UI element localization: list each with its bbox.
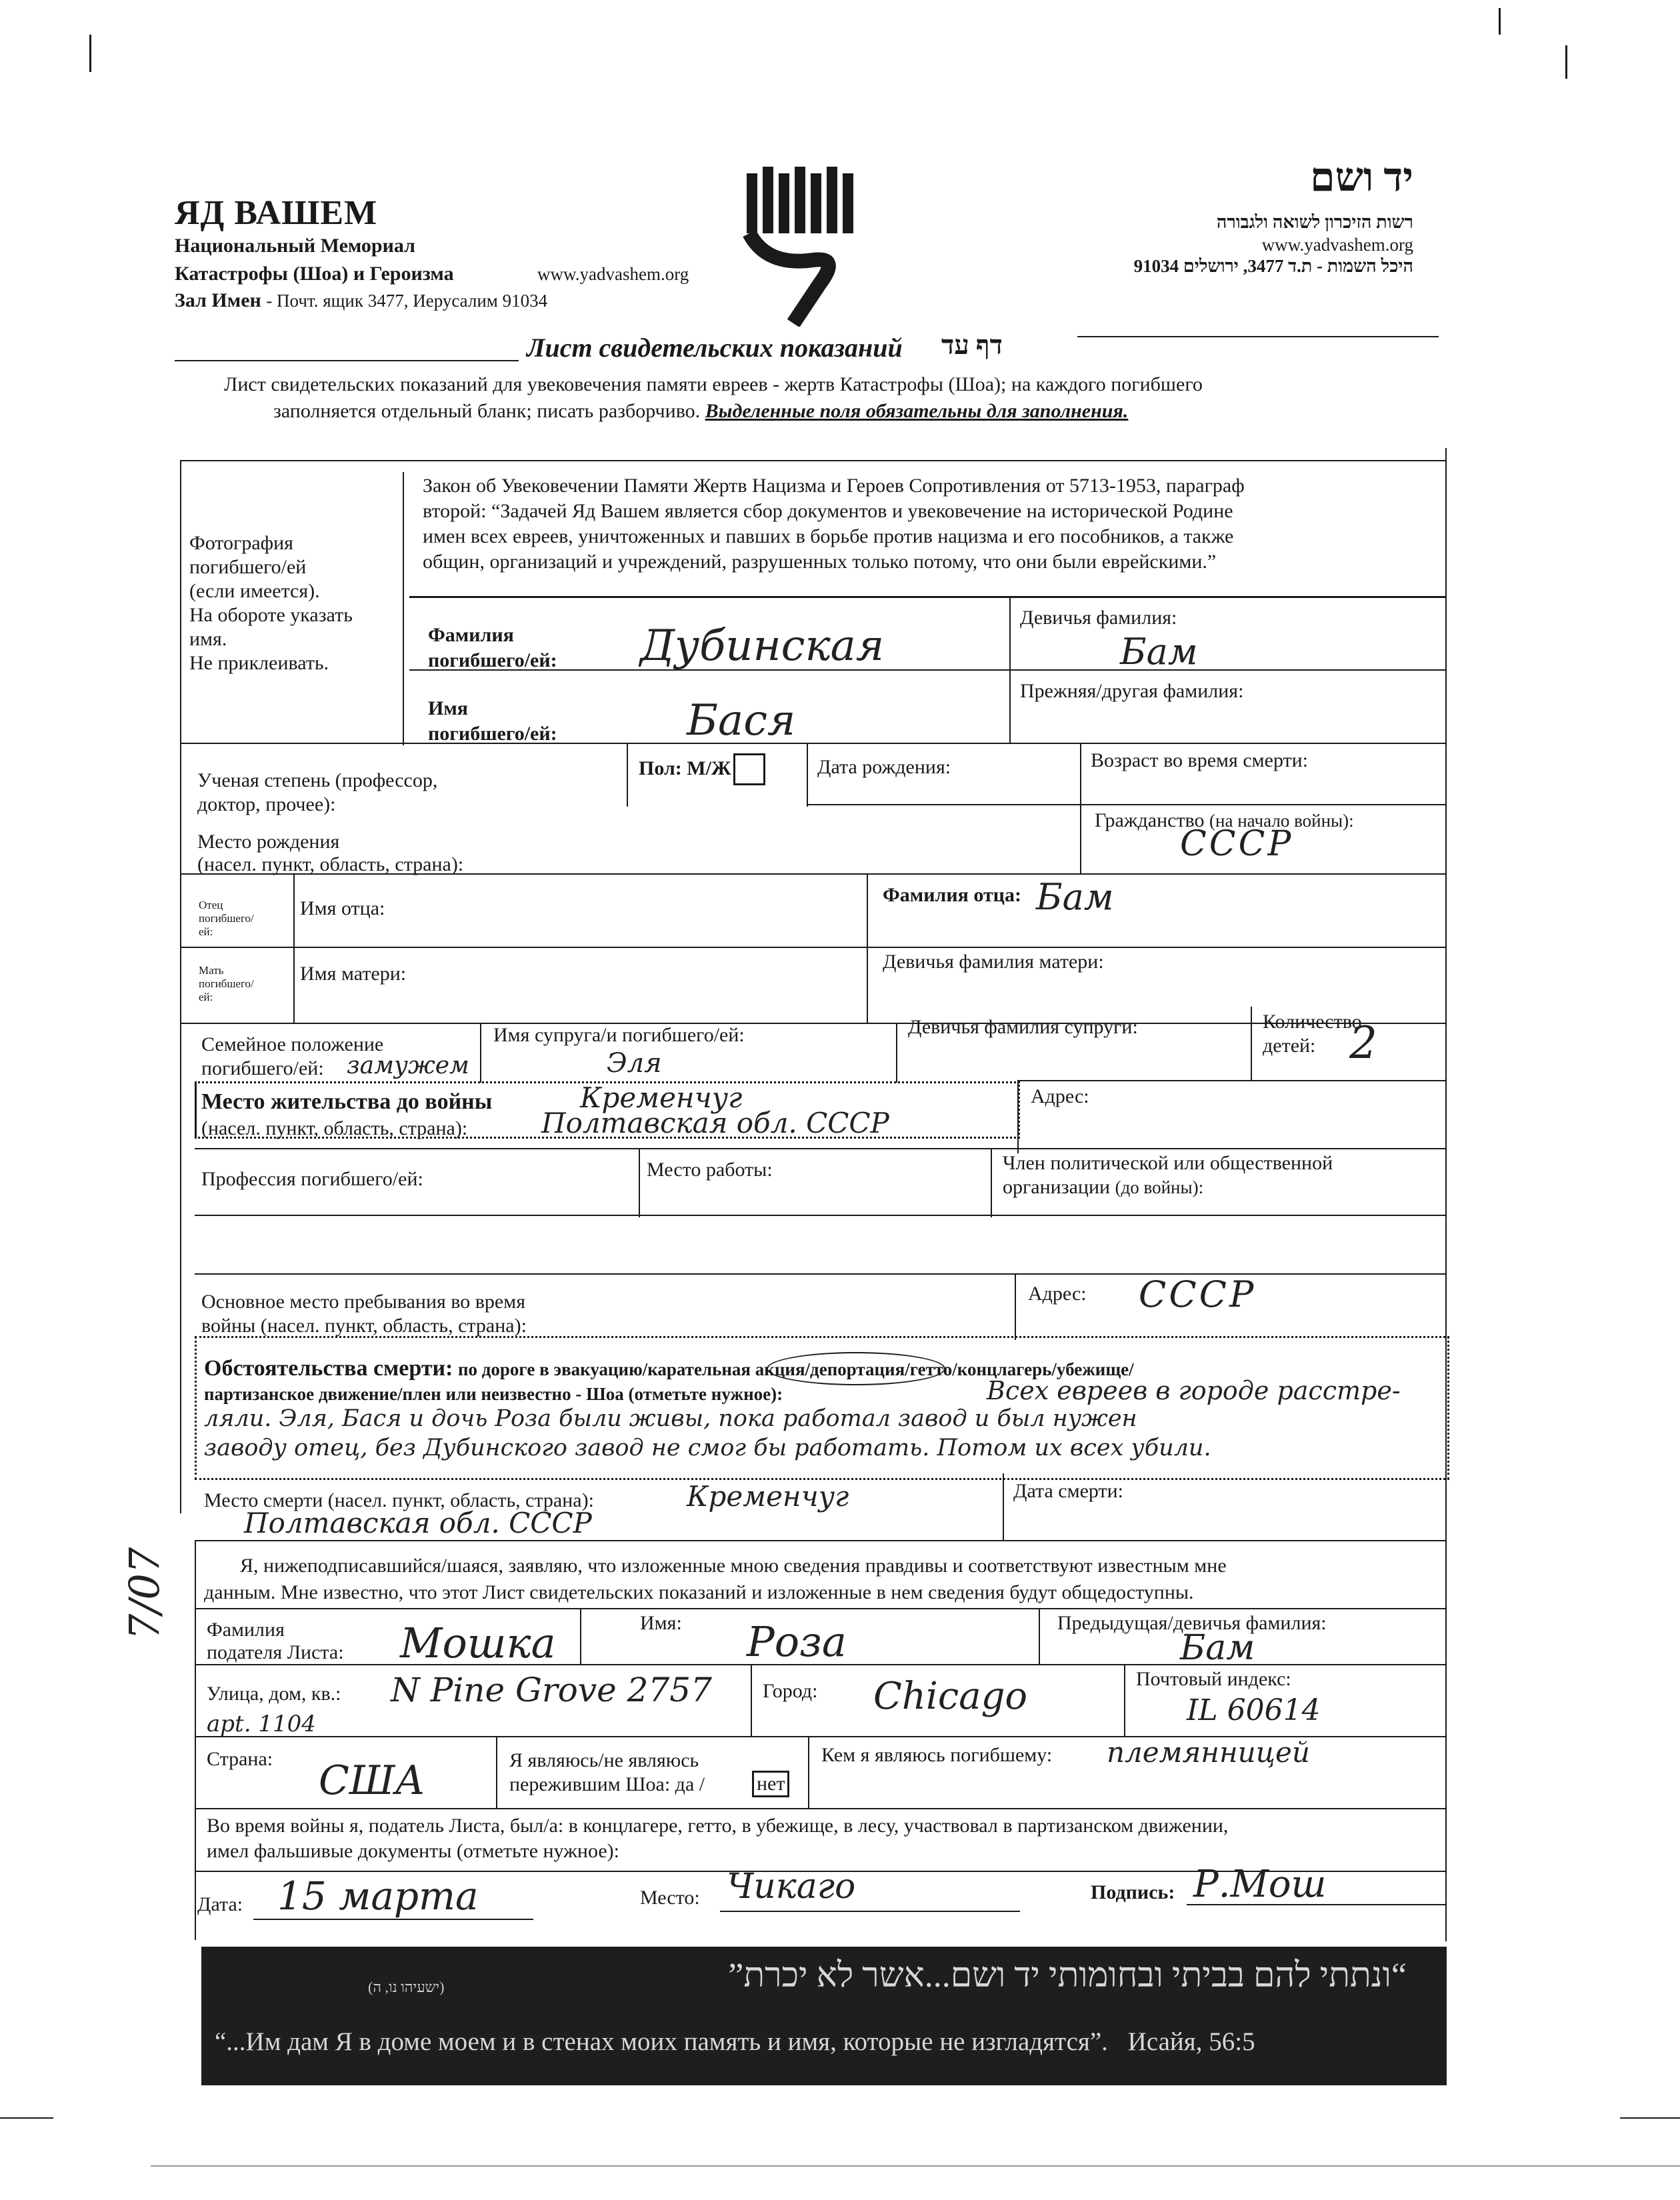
residence-label-1: Место жительства до войны <box>201 1089 493 1114</box>
apt-value: apt. 1104 <box>207 1711 316 1737</box>
sub-prev-value: Бам <box>1180 1628 1255 1668</box>
hebrew-quote: “ונתתי להם בביתי ובחומותי יד ושם...אשר לא יכרת” <box>728 1957 1407 1995</box>
city-label: Город: <box>763 1680 818 1702</box>
place-line <box>720 1911 1020 1912</box>
scan-mark-5 <box>1620 2117 1680 2119</box>
punitive-action-circle <box>767 1352 945 1385</box>
law-line-3: имен всех евреев, уничтоженных и павших в борьбе против нацизма и его пособников, а также <box>423 525 1234 547</box>
wartime-label-1: Основное место пребывания во время <box>201 1291 526 1313</box>
profession-bottom <box>195 1215 639 1216</box>
street-label: Улица, дом, кв.: <box>207 1683 341 1705</box>
circumstances-options-1: по дороге в эвакуацию/карательная акция/депортация/гетто/концлагерь/убежище/ <box>457 1359 1134 1379</box>
age-bottom <box>1080 804 1447 805</box>
circumstances-value-3: заводу отец, без Дубинского завод не смог бы работать. Потом их всех убили. <box>204 1435 1211 1461</box>
place-value: Чикаго <box>727 1867 856 1907</box>
spouse-maiden-label: Девичья фамилия супруги: <box>908 1016 1138 1038</box>
degree-label-2: доктор, прочее): <box>197 793 336 815</box>
scan-bottom-rule <box>151 2165 1680 2167</box>
sub-surname-label-1: Фамилия <box>207 1619 285 1641</box>
street-value: N Pine Grove 2757 <box>391 1671 712 1709</box>
name-divider <box>409 669 1447 671</box>
survivor-no-checkbox: нет <box>752 1771 789 1797</box>
wartime-address-label: Адрес: <box>1028 1283 1087 1305</box>
marital-divider <box>480 1023 481 1083</box>
birthplace-label-1: Место рождения <box>197 831 340 853</box>
father-side-3: ей: <box>199 925 213 938</box>
citizenship-note: (на начало войны): <box>1209 811 1354 831</box>
member-note: (до войны): <box>1115 1177 1204 1197</box>
city-value: Chicago <box>873 1675 1028 1718</box>
wartime-label-2: войны (насел. пункт, область, страна): <box>201 1315 527 1337</box>
photo-text-1: Фотография <box>189 532 293 554</box>
org-subtitle-2: Катастрофы (Шоа) и Героизма <box>175 263 454 285</box>
father-surname-value: Бам <box>1036 876 1114 918</box>
citizenship-label-text: Гражданство <box>1095 809 1205 831</box>
intro-line-2-text: заполняется отдельный бланк; писать разборчиво. <box>273 400 701 422</box>
age-divider <box>1080 743 1081 873</box>
children-label-1: Количество <box>1263 1011 1362 1033</box>
war-label-2: имел фальшивые документы (отметьте нужное): <box>207 1840 619 1862</box>
sex-label: Пол: М/Ж <box>639 757 731 779</box>
survivor-divider <box>808 1736 809 1809</box>
law-line-1: Закон об Увековечении Памяти Жертв Нацизма и Героев Сопротивления от 5713-1953, параграф <box>423 475 1245 497</box>
maiden-value: Бам <box>1120 631 1198 673</box>
firstname-label-2: погибшего/ей: <box>428 723 557 745</box>
wartime-address-value: СССР <box>1139 1273 1257 1315</box>
zip-divider <box>1124 1664 1125 1737</box>
org-title-he: יד ושם <box>1310 155 1413 199</box>
scan-mark-4 <box>0 2117 53 2119</box>
country-label: Страна: <box>207 1748 273 1770</box>
scan-mark-3 <box>1565 45 1567 79</box>
member-label-1: Член политической или общественной <box>1003 1152 1333 1174</box>
parent-side-divider <box>293 873 295 1024</box>
margin-note: 7/07 <box>120 1547 169 1640</box>
scan-mark-1 <box>89 35 91 72</box>
org-address-he: היכל השמות - ת.ד 3477, ירושלים 91034 <box>1133 256 1413 276</box>
citizenship-value: СССР <box>1180 824 1294 864</box>
city-divider <box>751 1664 752 1737</box>
date-label: Дата: <box>197 1893 243 1915</box>
workplace-label: Место работы: <box>647 1159 773 1181</box>
country-divider <box>496 1736 497 1809</box>
wartime-divider <box>1015 1273 1016 1340</box>
declaration-line-2: данным. Мне известно, что этот Лист свидетельских показаний и изложенные в нем сведения будут общедоступны. <box>204 1581 1194 1603</box>
children-value: 2 <box>1349 1017 1377 1069</box>
degree-label-1: Ученая степень (профессор, <box>197 769 438 791</box>
deathdate-divider <box>1003 1473 1004 1541</box>
work-bottom <box>639 1215 1447 1216</box>
birthplace-label-2: (насел. пункт, область, страна): <box>197 853 464 875</box>
children-divider <box>1251 1007 1252 1081</box>
row-degree-top <box>180 743 1447 744</box>
country-value: США <box>319 1757 425 1804</box>
sex-divider-r <box>807 743 808 807</box>
title-rule-left <box>175 360 519 361</box>
deathplace-value-1: Кременчуг <box>687 1480 849 1513</box>
zip-value: IL 60614 <box>1187 1693 1321 1727</box>
russian-quote-ref: Исайя, 56:5 <box>1127 2027 1255 2056</box>
row-submitter-top <box>195 1608 1445 1609</box>
law-bottom <box>409 596 1447 598</box>
sub-surname-value: Мошка <box>400 1619 556 1667</box>
father-side-1: Отец <box>199 899 223 911</box>
sub-prev-label: Предыдущая/девичья фамилия: <box>1057 1612 1327 1634</box>
frame-right <box>1445 448 1447 1941</box>
profession-divider <box>639 1148 640 1217</box>
deathdate-label: Дата смерти: <box>1013 1480 1124 1502</box>
address-divider <box>1017 1080 1019 1153</box>
deathplace-value-2: Полтавская обл. СССР <box>244 1507 592 1539</box>
intro-line-1: Лист свидетельских показаний для увековечения памяти евреев - жертв Катастрофы (Шоа); на каждого погибшего <box>224 373 1203 395</box>
firstname-label-1: Имя <box>428 697 468 719</box>
father-surname-label: Фамилия отца: <box>883 884 1021 906</box>
surname-label-2: погибшего/ей: <box>428 649 557 671</box>
org-hall <box>175 289 547 312</box>
mother-name-label: Имя матери: <box>300 963 407 985</box>
mother-side-1: Мать <box>199 964 224 977</box>
sub-name-divider <box>580 1608 581 1664</box>
row-wartime-top <box>195 1273 1447 1275</box>
place-label: Место: <box>640 1887 700 1909</box>
photo-divider <box>403 472 404 745</box>
sign-label: Подпись: <box>1091 1881 1175 1903</box>
maiden-label: Девичья фамилия: <box>1020 607 1177 629</box>
quote-banner <box>201 1947 1447 2085</box>
org-url-he: www.yadvashem.org <box>1261 235 1413 255</box>
photo-text-5: имя. <box>189 628 227 650</box>
frame-top <box>180 460 1447 461</box>
war-label-1: Во время войны я, податель Листа, был/а: в концлагере, гетто, в убежище, в лесу, участвовал в партизанском движении, <box>207 1815 1229 1837</box>
marital-label-1: Семейное положение <box>201 1033 384 1055</box>
mother-side-2: погибшего/ <box>199 977 254 990</box>
dob-label: Дата рождения: <box>817 756 951 778</box>
title-rule-right <box>1077 336 1439 337</box>
signature: Р.Мош <box>1193 1863 1327 1906</box>
surname-label-1: Фамилия <box>428 624 514 646</box>
survivor-label-1: Я являюсь/не являюсь <box>509 1749 699 1771</box>
hall-address: - Почт. ящик 3477, Иерусалим 91034 <box>266 291 548 311</box>
sex-f-checkmark <box>733 753 765 785</box>
dob-bottom <box>807 804 1081 805</box>
org-subtitle-1: Национальный Мемориал <box>175 235 415 257</box>
marital-label-2: погибшего/ей: <box>201 1057 324 1079</box>
mother-side-3: ей: <box>199 991 213 1003</box>
marital-value: замужем <box>347 1052 469 1079</box>
intro-mandatory-note: Выделенные поля обязательны для заполнения. <box>705 400 1129 422</box>
spouse-divider <box>896 1023 897 1083</box>
intro-line-2 <box>273 400 1128 423</box>
residence-value-1: Кременчуг <box>580 1081 743 1114</box>
father-name-label: Имя отца: <box>300 897 385 919</box>
circumstances-label: Обстоятельства смерти: <box>204 1356 453 1381</box>
circumstances-options-2: партизанское движение/плен или неизвестно - Шоа (отметьте нужное): <box>204 1384 783 1404</box>
photo-text-3: (если имеется). <box>189 580 320 602</box>
circumstances-value-2: ляли. Эля, Бася и дочь Роза были живы, пока работал завод и был нужен <box>204 1405 1137 1432</box>
sub-name-value: Роза <box>747 1617 847 1666</box>
residence-label-2: (насел. пункт, область, страна): <box>201 1117 468 1139</box>
deathplace-label: Место смерти (насел. пункт, область, страна): <box>204 1489 594 1511</box>
mother-maiden-label: Девичья фамилия матери: <box>883 951 1104 973</box>
sub-prev-divider <box>1039 1608 1040 1664</box>
row-wartime-sub-top <box>195 1808 1445 1809</box>
scan-mark-2 <box>1499 8 1501 35</box>
law-line-4: общин, организаций и учреждений, разрушенных только потому, что они были еврейскими.” <box>423 551 1217 573</box>
address-top <box>1017 1080 1447 1081</box>
circumstances-value-1: Всех евреев в городе расстре- <box>987 1376 1401 1405</box>
member-label-2 <box>1003 1176 1203 1199</box>
profession-label: Профессия погибшего/ей: <box>201 1168 423 1190</box>
residence-value-2: Полтавская обл. СССР <box>541 1107 889 1139</box>
sub-surname-label-2: подателя Листа: <box>207 1641 344 1663</box>
relation-label: Кем я являюсь погибшему: <box>821 1744 1053 1766</box>
frame-left-lower <box>195 1540 196 1940</box>
russian-quote-text: “...Им дам Я в доме моем и в стенах моих память и имя, которые не изгладятся”. <box>215 2027 1108 2056</box>
address-label: Адрес: <box>1031 1085 1089 1107</box>
declaration-line-1: Я, нижеподписавшийся/шаяся, заявляю, что изложенные мною сведения правдивы и соответствуют известным мне <box>240 1555 1227 1577</box>
spouse-name-value: Эля <box>607 1048 662 1079</box>
children-label-2: детей: <box>1263 1035 1316 1057</box>
relation-value: племянницей <box>1107 1736 1310 1769</box>
survivor-label-2: пережившим Шоа: да / <box>509 1773 705 1795</box>
form-title: Лист свидетельских показаний <box>527 333 903 363</box>
row-mother-top <box>180 947 1447 948</box>
form-title-he: דף עד <box>941 330 1003 360</box>
org-url-ru: www.yadvashem.org <box>537 264 689 284</box>
other-surname-label: Прежняя/другая фамилия: <box>1020 680 1244 702</box>
date-line <box>253 1919 533 1920</box>
hebrew-quote-ref: (ישעיהו נו, ה) <box>368 1979 445 1995</box>
photo-text-6: Не приклеивать. <box>189 652 329 674</box>
photo-text-4: На обороте указать <box>189 604 353 626</box>
firstname-value: Бася <box>687 696 796 745</box>
parent-mid-divider <box>867 873 868 1024</box>
member-label-2-text: организации <box>1003 1176 1111 1198</box>
yad-vashem-logo <box>740 167 867 327</box>
date-value: 15 марта <box>277 1873 479 1919</box>
row-declaration-top <box>195 1540 1445 1541</box>
work-divider <box>991 1148 992 1217</box>
row-marital-top <box>180 1023 1447 1024</box>
law-line-2: второй: “Задачей Яд Вашем является сбор документов и увековечение на исторической Родине <box>423 500 1233 522</box>
photo-text-2: погибшего/ей <box>189 556 307 578</box>
age-label: Возраст во время смерти: <box>1091 749 1309 771</box>
surname-value: Дубинская <box>640 621 885 671</box>
sex-divider-l <box>627 743 628 807</box>
father-side-2: погибшего/ <box>199 912 254 925</box>
hall-label: Зал Имен <box>175 289 261 311</box>
org-title-ru: ЯД ВАШЕМ <box>175 194 378 232</box>
row-profession-top <box>195 1148 1447 1149</box>
org-subtitle-he: רשות הזיכרון לשואה ולגבורה <box>1216 212 1413 232</box>
zip-label: Почтовый индекс: <box>1136 1668 1291 1690</box>
frame-left <box>180 460 181 1513</box>
sub-name-label: Имя: <box>640 1612 682 1634</box>
russian-quote <box>215 2027 1255 2057</box>
spouse-name-label: Имя супруга/и погибшего/ей: <box>493 1024 745 1046</box>
